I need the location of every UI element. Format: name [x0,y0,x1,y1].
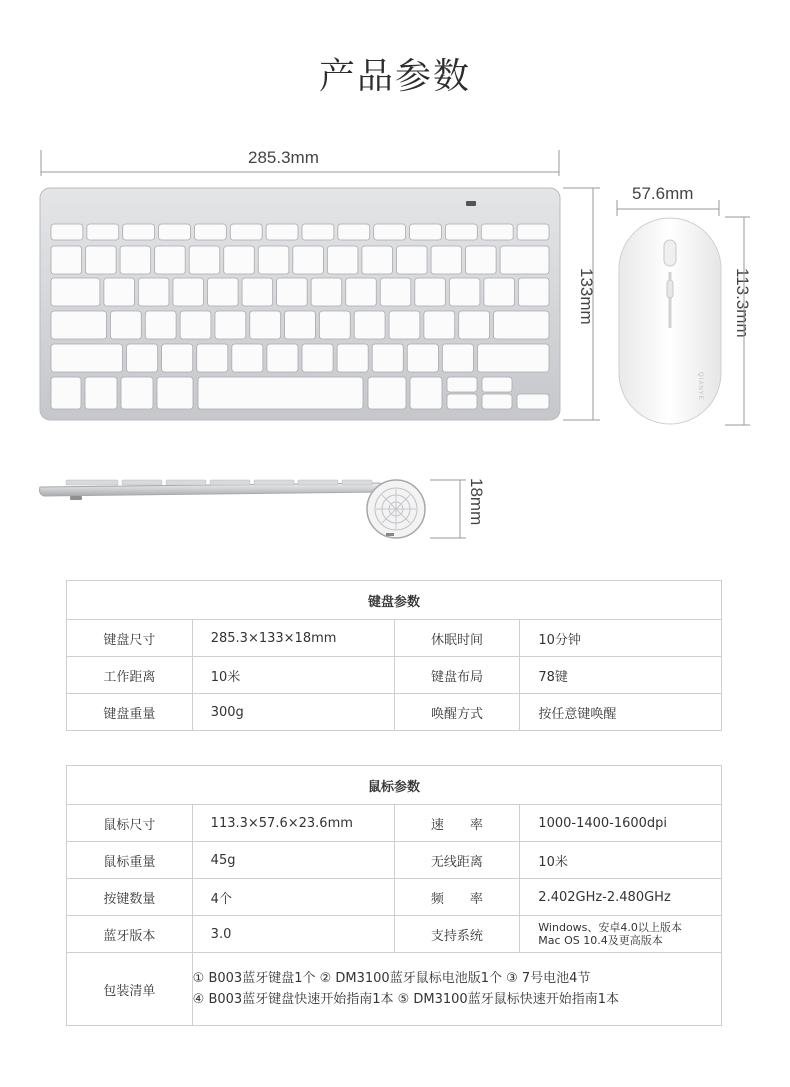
spec-value: 2.402GHz-2.480GHz [520,879,722,916]
spec-value: 113.3×57.6×23.6mm [192,805,394,842]
key-cap [447,394,477,409]
table-row [67,916,722,953]
keyboard-top-view [40,188,560,420]
key-cap [442,344,473,372]
spec-value: 10米 [520,842,722,879]
key-cap [127,344,158,372]
key-cap [123,224,155,240]
package-line: ④ B003蓝牙键盘快速开始指南1本 ⑤ DM3100蓝牙鼠标快速开始指南1本 [192,992,619,1007]
key-cap [189,246,220,274]
package-contents [192,953,721,1026]
key-cap [481,224,513,240]
key-cap [224,246,255,274]
key-cap [51,344,123,372]
table-row [67,953,722,1026]
key-cap [267,344,298,372]
keyboard-thickness-label: 18mm [467,478,486,526]
key-cap [482,394,512,409]
key-cap [311,278,342,306]
spec-value: 78键 [520,657,722,694]
table-row [67,620,722,657]
spec-value: 4个 [192,879,394,916]
key-cap [494,311,549,339]
key-cap [410,377,442,409]
table-row [67,805,722,842]
key-cap [157,377,193,409]
key-cap [110,311,141,339]
spec-label: 支持系统 [394,916,520,953]
key-cap [121,377,153,409]
key-cap [447,377,477,392]
key-cap [87,224,119,240]
keyboard-height-label: 133mm [577,268,596,325]
key-cap [198,377,363,409]
key-cap [120,246,151,274]
spec-value: 3.0 [192,916,394,953]
key-cap [138,278,169,306]
key-cap [215,311,246,339]
spec-label: 蓝牙版本 [67,916,193,953]
keyboard-spec-heading: 键盘参数 [67,581,722,620]
key-cap [293,246,324,274]
mouse-spec-heading: 鼠标参数 [67,766,722,805]
mouse-spec-table [66,765,722,1026]
table-row [67,657,722,694]
key-cap [415,278,446,306]
spec-label: 键盘重量 [67,694,193,731]
table-row [67,842,722,879]
key-cap [372,344,403,372]
key-cap [517,224,549,240]
package-line: ① B003蓝牙键盘1个 ② DM3100蓝牙鼠标电池版1个 ③ 7号电池4节 [192,971,591,986]
key-cap [162,344,193,372]
key-cap [85,377,117,409]
key-cap [230,224,262,240]
key-cap [250,311,281,339]
key-cap [517,394,549,409]
key-cap [194,224,226,240]
key-cap [354,311,385,339]
key-cap [407,344,438,372]
key-cap [51,377,81,409]
key-cap [449,278,480,306]
key-cap [477,344,549,372]
key-cap [51,311,106,339]
key-cap [173,278,204,306]
key-cap [159,224,191,240]
key-cap [258,246,289,274]
keyboard-spec-table [66,580,722,731]
spec-value: 按任意键唤醒 [520,694,722,731]
key-cap [389,311,420,339]
key-cap [338,224,370,240]
key-cap [51,278,100,306]
spec-label: 频 率 [394,879,520,916]
key-cap [232,344,263,372]
os-line: Windows、安卓4.0以上版本 [538,921,682,934]
spec-value: 10分钟 [520,620,722,657]
keyboard-side-view [40,480,467,538]
spec-label: 无线距离 [394,842,520,879]
spec-label: 键盘尺寸 [67,620,193,657]
key-cap [319,311,350,339]
mouse-top-view [619,218,721,424]
key-cap [374,224,406,240]
table-row [67,879,722,916]
os-line: Mac OS 10.4及更高版本 [538,934,663,947]
key-cap [424,311,455,339]
spec-label: 速 率 [394,805,520,842]
key-cap [380,278,411,306]
keyboard-width-label: 285.3mm [248,148,319,167]
spec-label: 工作距离 [67,657,193,694]
key-cap [155,246,186,274]
key-cap [466,246,497,274]
key-cap [346,278,377,306]
key-cap [484,278,515,306]
key-cap [445,224,477,240]
spec-label: 鼠标尺寸 [67,805,193,842]
key-cap [180,311,211,339]
key-cap [482,377,512,392]
key-cap [396,246,427,274]
key-cap [500,246,549,274]
spec-label: 按键数量 [67,879,193,916]
key-cap [285,311,316,339]
spec-value: 1000-1400-1600dpi [520,805,722,842]
spec-label: 包装清单 [67,953,193,1026]
key-cap [51,224,83,240]
key-cap [266,224,298,240]
key-cap [368,377,406,409]
spec-label: 鼠标重量 [67,842,193,879]
spec-label: 休眠时间 [394,620,520,657]
key-cap [327,246,358,274]
mouse-width-label: 57.6mm [632,184,694,203]
key-cap [242,278,273,306]
mouse-length-label: 113.3mm [733,268,752,338]
key-cap [459,311,490,339]
spec-value: 10米 [192,657,394,694]
key-cap [431,246,462,274]
spec-label: 键盘布局 [394,657,520,694]
spec-value-os [520,916,722,953]
key-cap [277,278,308,306]
spec-value: 285.3×133×18mm [192,620,394,657]
key-cap [302,224,334,240]
key-cap [302,344,333,372]
key-cap [145,311,176,339]
key-cap [86,246,117,274]
key-cap [362,246,393,274]
key-cap [51,246,82,274]
key-cap [197,344,228,372]
key-cap [104,278,135,306]
key-cap [518,278,549,306]
key-cap [337,344,368,372]
spec-value: 45g [192,842,394,879]
mouse-brand-mark: QIANYE [697,372,703,401]
page-title: 产品参数 [318,56,471,97]
spec-label: 唤醒方式 [394,694,520,731]
key-cap [410,224,442,240]
table-row [67,694,722,731]
key-cap [208,278,239,306]
spec-value: 300g [192,694,394,731]
